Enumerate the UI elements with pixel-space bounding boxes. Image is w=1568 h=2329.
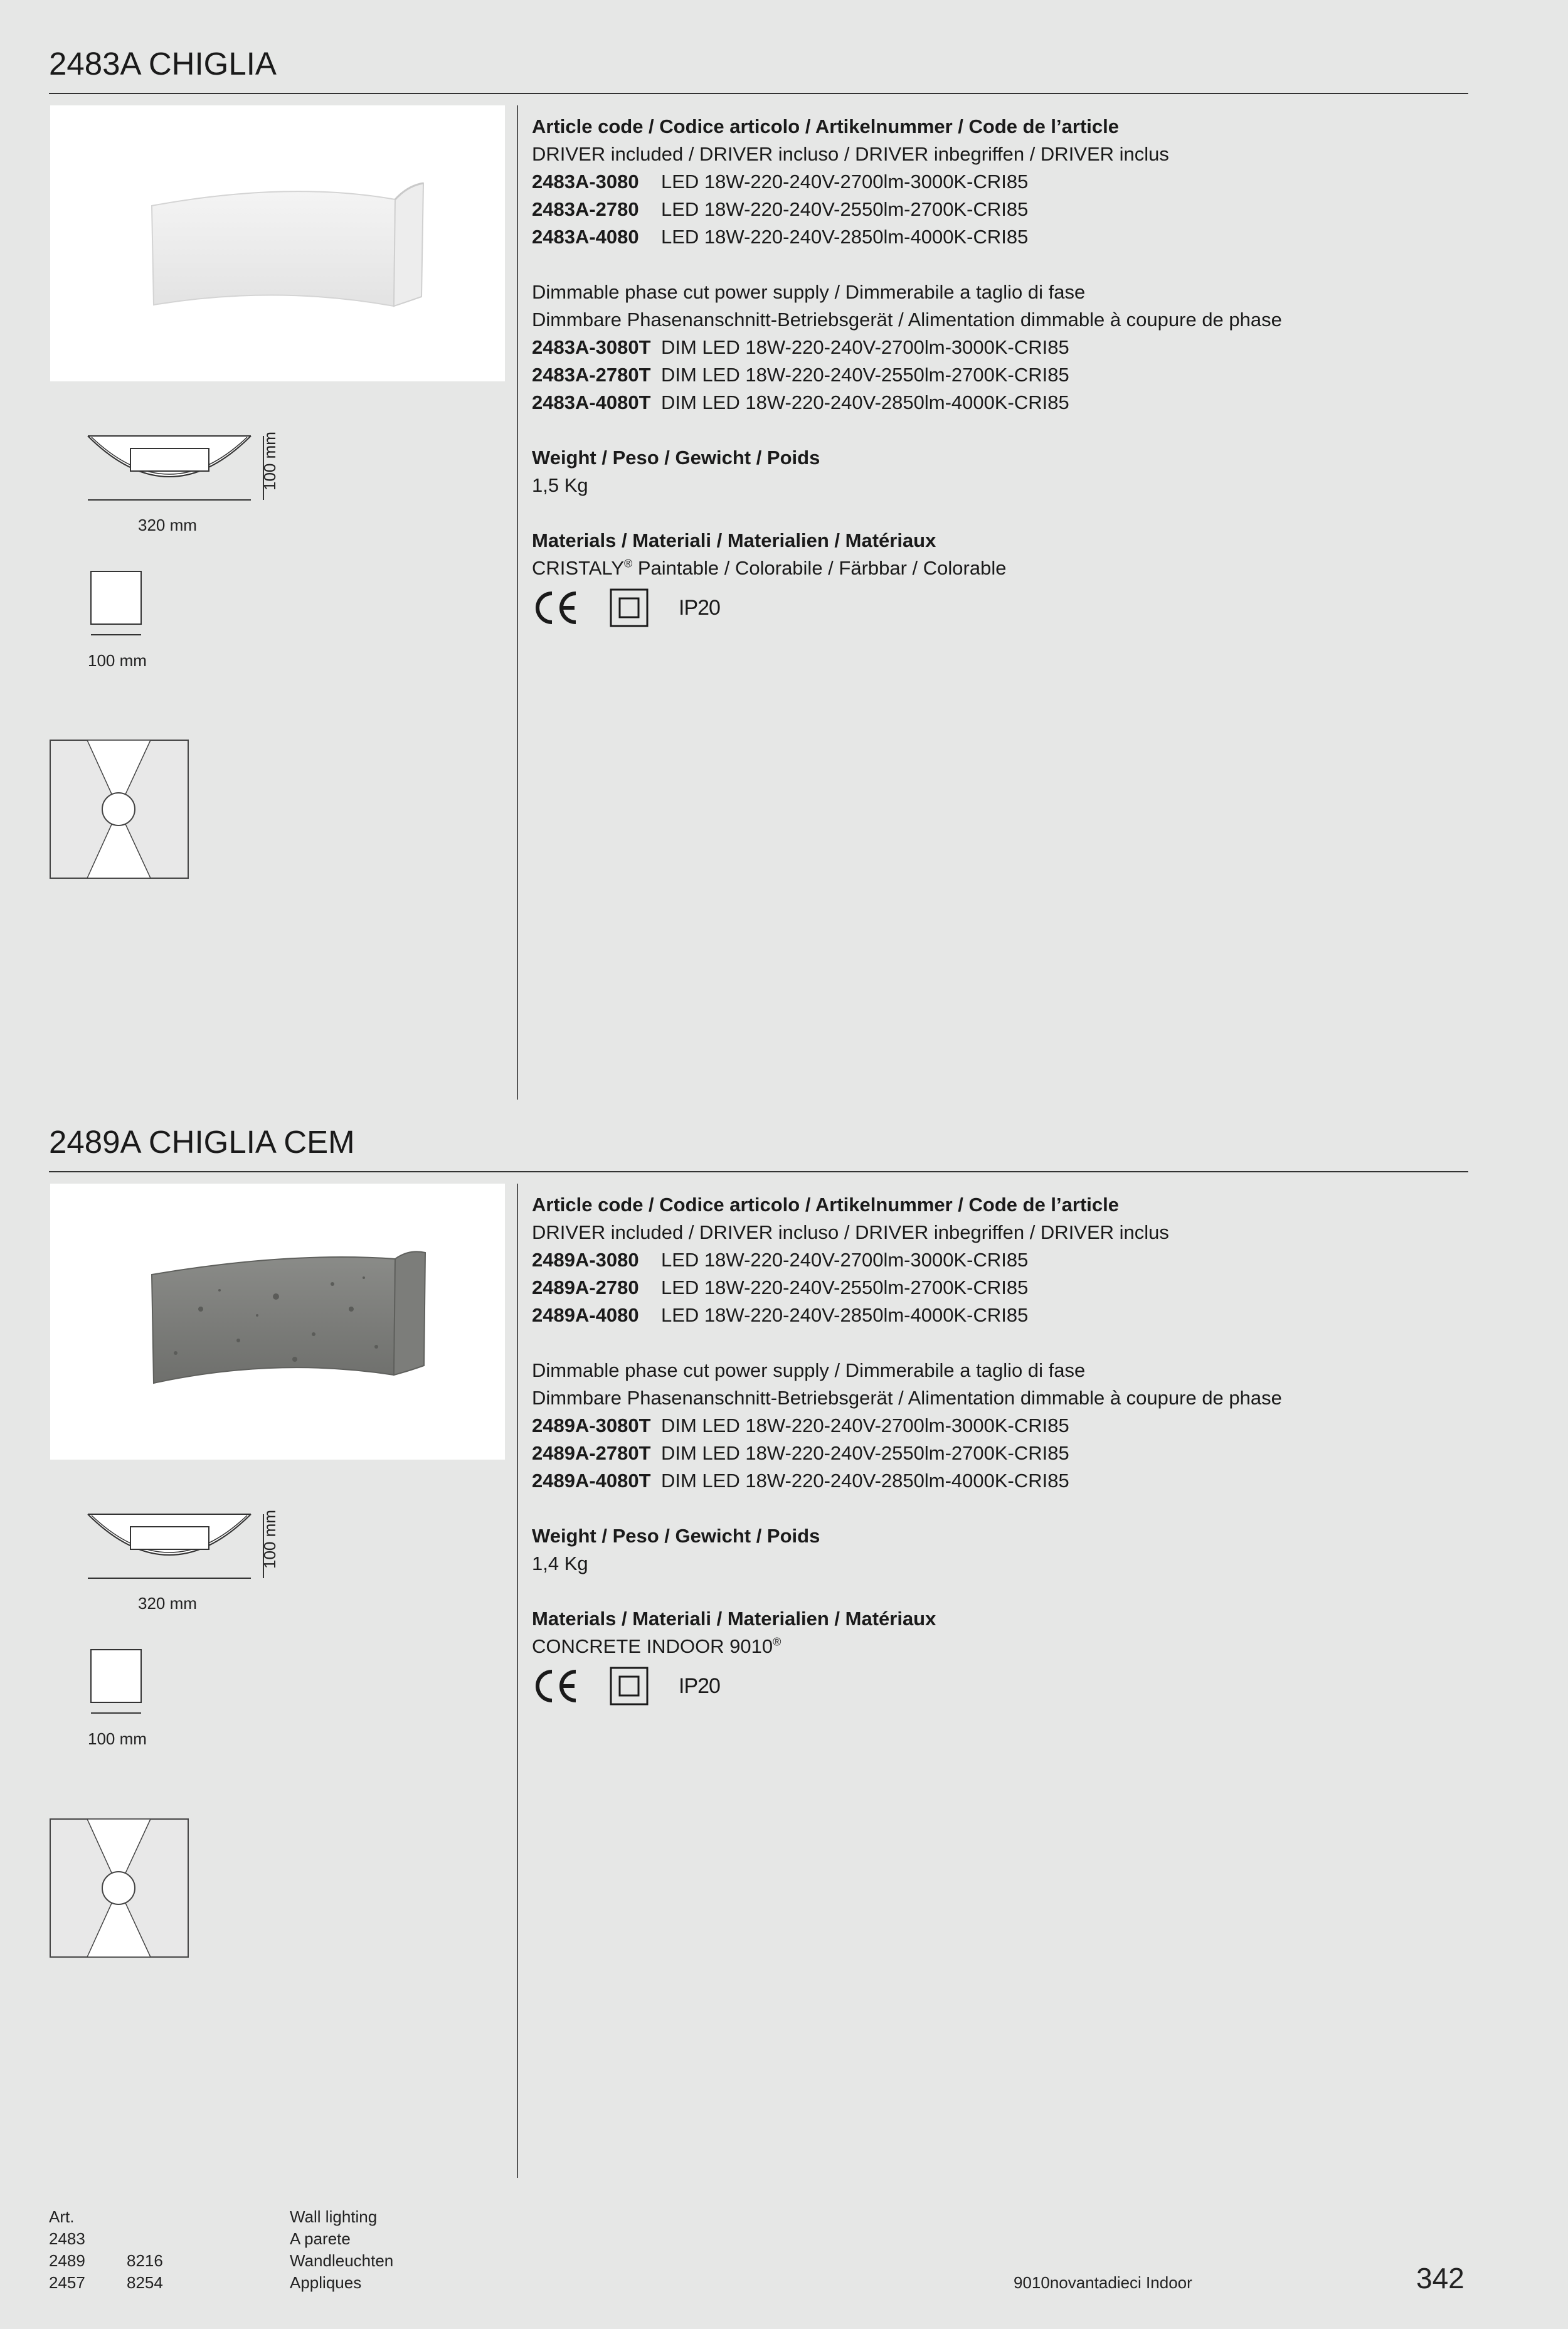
code-desc: DIM LED 18W-220-240V-2700lm-3000K-CRI85: [661, 1414, 1069, 1436]
material-value: [532, 1633, 1460, 1660]
article-header: Article code / Codice articolo / Artikelnummer / Code de l’article: [532, 1194, 1119, 1216]
code-row: [532, 361, 1460, 389]
category-label: Wall lighting: [290, 2207, 378, 2226]
code-row: [532, 1467, 1460, 1495]
category-label: Wandleuchten: [290, 2251, 394, 2270]
ip-rating: IP20: [679, 1674, 720, 1698]
article-alt: 8254: [127, 2273, 163, 2292]
article-code: 2483A-4080T: [532, 391, 651, 413]
dimmable-header-2: Dimmbare Phasenanschnitt-Betriebsgerät / Alimentation dimmable à coupure de phase: [532, 309, 1282, 331]
product-title: 2489A CHIGLIA CEM: [49, 1124, 355, 1160]
code-row: [532, 223, 1460, 251]
article-code: 2483A-2780T: [532, 364, 651, 386]
article-alt: 8216: [127, 2251, 163, 2270]
code-desc: LED 18W-220-240V-2850lm-4000K-CRI85: [661, 226, 1029, 248]
article-code: 2489A-2780: [532, 1276, 639, 1298]
ce-mark-icon: [532, 590, 580, 626]
article-code: 2489A-2780T: [532, 1442, 651, 1464]
code-desc: LED 18W-220-240V-2550lm-2700K-CRI85: [661, 198, 1029, 220]
article-code: 2489A-4080: [532, 1304, 639, 1326]
column-divider: [517, 105, 518, 1100]
title-rule: [49, 93, 1468, 94]
category-label: A parete: [290, 2229, 351, 2248]
article-code: 2489A-3080T: [532, 1414, 651, 1436]
front-view-drawing: [82, 430, 289, 505]
width-dimension: 320 mm: [138, 1594, 197, 1613]
weight-value: 1,4 Kg: [532, 1552, 588, 1574]
column-divider: [517, 1184, 518, 2178]
class-ii-insulation-icon: [610, 1667, 649, 1706]
code-desc: LED 18W-220-240V-2700lm-3000K-CRI85: [661, 171, 1029, 193]
code-desc: LED 18W-220-240V-2850lm-4000K-CRI85: [661, 1304, 1029, 1326]
page-number: 342: [1416, 2262, 1465, 2295]
spec-block: [532, 113, 1460, 630]
article-code: 2483A-3080: [532, 171, 639, 193]
article-code: 2483A-2780: [532, 198, 639, 220]
height-dimension: 100 mm: [260, 1510, 279, 1569]
materials-header: Materials / Materiali / Materialien / Matériaux: [532, 529, 936, 551]
code-row: [532, 334, 1460, 361]
certifications: [532, 1664, 1460, 1708]
driver-header: DRIVER included / DRIVER incluso / DRIVER inbegriffen / DRIVER inclus: [532, 143, 1169, 165]
code-desc: DIM LED 18W-220-240V-2850lm-4000K-CRI85: [661, 1470, 1069, 1492]
product-photo: [50, 105, 505, 381]
code-row: [532, 196, 1460, 223]
certifications: [532, 586, 1460, 630]
footer-brand: 9010novantadieci Indoor: [1014, 2273, 1192, 2292]
article-code: 2483A-3080T: [532, 336, 651, 358]
footer-article-row: [49, 2272, 163, 2294]
materials-header: Materials / Materiali / Materialien / Matériaux: [532, 1608, 936, 1630]
code-desc: DIM LED 18W-220-240V-2850lm-4000K-CRI85: [661, 391, 1069, 413]
code-row: [532, 389, 1460, 416]
footer-article-row: [49, 2250, 163, 2272]
dimmable-header-2: Dimmbare Phasenanschnitt-Betriebsgerät / Alimentation dimmable à coupure de phase: [532, 1387, 1282, 1409]
article-code: 2489A-3080: [532, 1249, 639, 1271]
ip-rating: IP20: [679, 596, 720, 620]
dimmable-header: Dimmable phase cut power supply / Dimmerabile a taglio di fase: [532, 1359, 1086, 1381]
product-photo: [50, 1184, 505, 1460]
article-header: Article code / Codice articolo / Artikelnummer / Code de l’article: [532, 115, 1119, 137]
height-dimension: 100 mm: [260, 432, 279, 491]
code-row: [532, 168, 1460, 196]
registered-mark: ®: [624, 557, 633, 570]
driver-header: DRIVER included / DRIVER incluso / DRIVER inbegriffen / DRIVER inclus: [532, 1221, 1169, 1243]
material-value: [532, 554, 1460, 582]
dimmable-header: Dimmable phase cut power supply / Dimmerabile a taglio di fase: [532, 281, 1086, 303]
code-desc: DIM LED 18W-220-240V-2550lm-2700K-CRI85: [661, 364, 1069, 386]
code-row: [532, 1302, 1460, 1329]
code-row: [532, 1246, 1460, 1274]
registered-mark: ®: [773, 1635, 781, 1648]
material-name: CONCRETE INDOOR 9010: [532, 1635, 773, 1657]
weight-header: Weight / Peso / Gewicht / Poids: [532, 447, 820, 469]
art-label: Art.: [49, 2207, 75, 2226]
depth-dimension: 100 mm: [88, 651, 147, 670]
width-dimension: 320 mm: [138, 516, 197, 534]
footer-articles: [49, 2206, 163, 2294]
article-number: 2489: [49, 2251, 85, 2270]
article-number: 2483: [49, 2229, 85, 2248]
article-code: 2483A-4080: [532, 226, 639, 248]
ce-mark-icon: [532, 1668, 580, 1704]
lamp-white-image: [50, 105, 505, 381]
depth-dimension: 100 mm: [88, 1729, 147, 1748]
code-desc: LED 18W-220-240V-2700lm-3000K-CRI85: [661, 1249, 1029, 1271]
material-name: CRISTALY: [532, 557, 624, 579]
code-row: [532, 1412, 1460, 1440]
class-ii-insulation-icon: [610, 588, 649, 627]
footer-article-row: [49, 2228, 163, 2250]
title-rule: [49, 1171, 1468, 1172]
light-emission-icon: [50, 740, 190, 880]
side-view-drawing: [88, 1647, 151, 1716]
article-code: 2489A-4080T: [532, 1470, 651, 1492]
product-title: 2483A CHIGLIA: [49, 46, 277, 82]
weight-value: 1,5 Kg: [532, 474, 588, 496]
lamp-concrete-image: [50, 1184, 505, 1460]
front-view-drawing: [82, 1508, 289, 1583]
code-desc: DIM LED 18W-220-240V-2550lm-2700K-CRI85: [661, 1442, 1069, 1464]
category-label: Appliques: [290, 2273, 362, 2292]
code-desc: LED 18W-220-240V-2550lm-2700K-CRI85: [661, 1276, 1029, 1298]
material-rest: Paintable / Colorabile / Färbbar / Colorable: [632, 557, 1007, 579]
weight-header: Weight / Peso / Gewicht / Poids: [532, 1525, 820, 1547]
article-number: 2457: [49, 2273, 85, 2292]
code-row: [532, 1440, 1460, 1467]
spec-block: [532, 1191, 1460, 1708]
light-emission-icon: [50, 1818, 190, 1959]
footer-categories: [290, 2206, 393, 2294]
code-row: [532, 1274, 1460, 1302]
side-view-drawing: [88, 568, 151, 637]
code-desc: DIM LED 18W-220-240V-2700lm-3000K-CRI85: [661, 336, 1069, 358]
